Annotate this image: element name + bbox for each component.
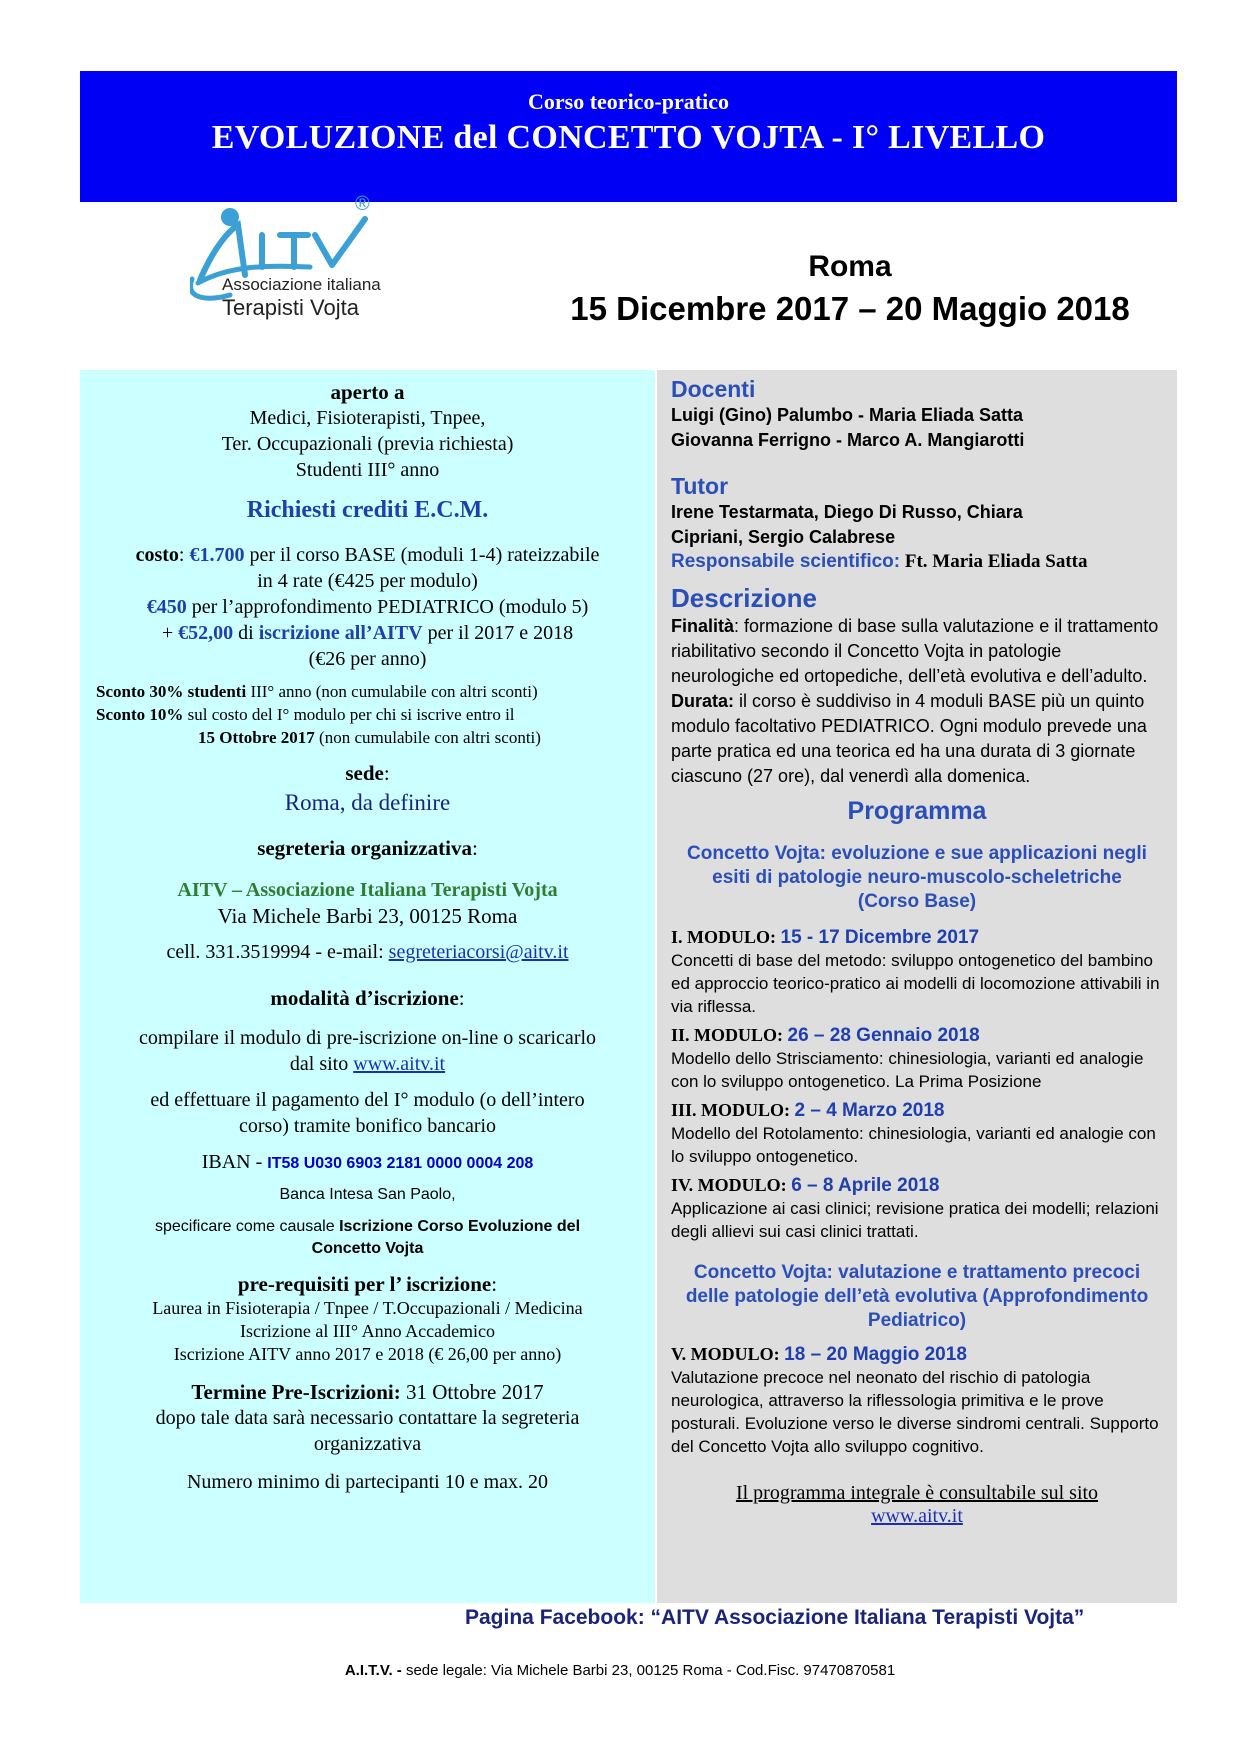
discount-block bbox=[80, 680, 655, 749]
module-label: V. MODULO: bbox=[671, 1344, 785, 1364]
prereq-title: pre-requisiti per l’ iscrizione bbox=[237, 1272, 492, 1296]
description-heading: Descrizione bbox=[671, 583, 817, 613]
participants: Numero minimo di partecipanti 10 e max. 20 bbox=[186, 1471, 549, 1493]
city: Roma bbox=[808, 250, 892, 283]
tutor-heading: Tutor bbox=[671, 473, 729, 499]
sede-value: Roma, da definire bbox=[284, 790, 451, 815]
program-module bbox=[671, 1343, 1163, 1458]
module-dates: 6 – 8 Aprile 2018 bbox=[791, 1175, 940, 1196]
prereq-heading bbox=[80, 1272, 655, 1297]
deadline-date: 31 Ottobre 2017 bbox=[400, 1380, 544, 1404]
finalita-label: Finalità bbox=[671, 616, 735, 636]
left-info-panel bbox=[80, 370, 655, 1603]
finalita bbox=[671, 614, 1163, 689]
scientific-lead-name: Ft. Maria Eliada Satta bbox=[900, 551, 1088, 572]
module-description: Valutazione precoce nel neonato del rischio di patologia neurologica, attraverso la riflessologia primitiva e le prove posturali. Evoluzione verso le diverse sindromi centrali. Supporto del Concetto Vojta allo sviluppo cognitivo. bbox=[671, 1368, 1159, 1456]
reg-text-2: (€26 per anno) bbox=[308, 648, 427, 670]
iban-label: IBAN - bbox=[201, 1151, 268, 1173]
right-info-panel bbox=[657, 370, 1177, 1603]
legal-footer bbox=[0, 1662, 1240, 1679]
module-description: Concetti di base del metodo: sviluppo ontogenetico del bambino ed approccio teorico-pratico ai modelli di locomozione attivabili in via riflessa. bbox=[671, 951, 1160, 1016]
registration-site-text: dal sito bbox=[289, 1053, 354, 1075]
discount-2 bbox=[96, 703, 655, 726]
module-description: Modello dello Strisciamento: chinesiologia, varianti ed analogie con lo sviluppo ontogenetico. La Prima Posizione bbox=[671, 1049, 1144, 1091]
cost-line-ped bbox=[80, 594, 655, 620]
cost-ped-text: per l’approfondimento PEDIATRICO (modulo 5) bbox=[186, 596, 589, 618]
module-header bbox=[671, 926, 1163, 949]
registered-mark: ® bbox=[355, 193, 370, 215]
module-dates: 26 – 28 Gennaio 2018 bbox=[787, 1025, 980, 1046]
registration-title: modalità d’iscrizione bbox=[270, 986, 459, 1010]
discount-3 bbox=[96, 726, 655, 749]
bank-name: Banca Intesa San Paolo, bbox=[279, 1186, 456, 1203]
discount-1-bold: Sconto 30% studenti bbox=[96, 682, 247, 701]
program-module bbox=[671, 1174, 1163, 1243]
module-dates: 2 – 4 Marzo 2018 bbox=[794, 1100, 945, 1121]
registration-line-2 bbox=[80, 1051, 655, 1077]
facebook-page-name[interactable]: “AITV Associazione Italiana Terapisti Vojta” bbox=[644, 1606, 1085, 1629]
program-site-link[interactable]: www.aitv.it bbox=[871, 1505, 963, 1527]
secretariat-colon: : bbox=[471, 836, 478, 860]
registration-site-link[interactable]: www.aitv.it bbox=[353, 1053, 446, 1075]
price-base: €1.700 bbox=[189, 544, 245, 566]
deadline-label: Termine Pre-Iscrizioni: bbox=[191, 1380, 401, 1404]
causale bbox=[80, 1216, 655, 1260]
module-label: II. MODULO: bbox=[671, 1025, 788, 1045]
price-registration: €52,00 bbox=[178, 622, 234, 644]
course-dates: 15 Dicembre 2017 – 20 Maggio 2018 bbox=[570, 290, 1130, 327]
docenti-line: Luigi (Gino) Palumbo - Maria Eliada Satta bbox=[671, 405, 1024, 425]
deadline-line-3: organizzativa bbox=[313, 1433, 422, 1455]
cost-label: costo bbox=[135, 544, 179, 566]
causale-text: specificare come causale bbox=[154, 1218, 340, 1235]
discount-2-text: sul costo del I° modulo per chi si iscrive entro il bbox=[183, 705, 515, 724]
docenti-line: Giovanna Ferrigno - Marco A. Mangiarotti bbox=[671, 430, 1025, 450]
module-header bbox=[671, 1343, 1163, 1366]
deadline-line-2: dopo tale data sarà necessario contattare la segreteria bbox=[155, 1407, 580, 1429]
iban-value: IT58 U030 6903 2181 0000 0004 208 bbox=[267, 1155, 534, 1172]
discount-3-text: (non cumulabile con altri sconti) bbox=[314, 728, 541, 747]
cost-base-text-2: in 4 rate (€425 per modulo) bbox=[257, 570, 478, 592]
secretariat-heading bbox=[80, 836, 655, 861]
modules-list-1 bbox=[671, 926, 1163, 1243]
price-pediatric: €450 bbox=[146, 596, 187, 618]
reg-mid: di bbox=[233, 622, 259, 644]
aitv-logo bbox=[190, 193, 430, 355]
module-description: Modello del Rotolamento: chinesiologia, varianti ed analogie con lo sviluppo ontogenetico. bbox=[671, 1124, 1156, 1166]
module-dates: 18 – 20 Maggio 2018 bbox=[784, 1344, 967, 1365]
iban-row bbox=[80, 1151, 655, 1174]
course-title: EVOLUZIONE del CONCETTO VOJTA - I° LIVELLO bbox=[211, 119, 1046, 156]
cost-line-reg bbox=[80, 620, 655, 646]
scientific-lead-label: Responsabile scientifico: bbox=[671, 551, 901, 572]
registration-line-3: ed effettuare il pagamento del I° modulo (o dell’intero bbox=[150, 1089, 585, 1111]
program-heading: Programma bbox=[847, 797, 987, 825]
program-section-2: Concetto Vojta: valutazione e trattamento precoci delle patologie dell’età evolutiva (Approfondimento Pediatrico) bbox=[685, 1262, 1149, 1331]
cost-line-1 bbox=[80, 542, 655, 568]
sede-heading bbox=[80, 761, 655, 786]
discount-1-text: III° anno (non cumulabile con altri sconti) bbox=[246, 682, 538, 701]
causale-bold-2: Concetto Vojta bbox=[311, 1240, 424, 1257]
cost-colon: : bbox=[178, 544, 190, 566]
plus-sign: + bbox=[161, 622, 179, 644]
module-description: Applicazione ai casi clinici; revisione pratica dei modelli; relazioni degli allievi sui casi clinici trattati. bbox=[671, 1199, 1159, 1241]
prereq-line: Iscrizione AITV anno 2017 e 2018 (€ 26,00 per anno) bbox=[173, 1344, 562, 1364]
reg-text: per il 2017 e 2018 bbox=[422, 622, 574, 644]
logo-text-line1: Associazione italiana bbox=[222, 275, 381, 294]
durata-text: il corso è suddiviso in 4 moduli BASE più un quinto modulo facoltativo PEDIATRICO. Ogni modulo prevede una parte pratica ed una teorica ed ha una durata di 3 giornate ciascuno (27 ore), dal venerdì alla domenica. bbox=[671, 691, 1147, 786]
registration-heading bbox=[80, 986, 655, 1011]
discount-3-bold: 15 Ottobre 2017 bbox=[198, 728, 315, 747]
module-label: III. MODULO: bbox=[671, 1100, 795, 1120]
program-note-text: Il programma integrale è consultabile sul sito bbox=[735, 1482, 1099, 1504]
program-section-1: Concetto Vojta: evoluzione e sue applicazioni negli esiti di patologie neuro-muscolo-scheletriche (Corso Base) bbox=[687, 843, 1147, 912]
cost-base-text: per il corso BASE (moduli 1-4) rateizzabile bbox=[244, 544, 600, 566]
scientific-lead bbox=[671, 551, 1163, 573]
open-to-heading: aperto a bbox=[330, 380, 405, 404]
secretariat-phone: cell. 331.3519994 - e-mail: bbox=[166, 941, 389, 963]
modules-list-2 bbox=[671, 1343, 1163, 1458]
registration-line-1: compilare il modulo di pre-iscrizione on-line o scaricarlo bbox=[138, 1027, 597, 1049]
prereq-line: Iscrizione al III° Anno Accademico bbox=[239, 1321, 496, 1341]
durata-label: Durata: bbox=[671, 691, 735, 711]
open-to-line: Ter. Occupazionali (previa richiesta) bbox=[221, 433, 514, 455]
prereq-line: Laurea in Fisioterapia / Tnpee / T.Occupazionali / Medicina bbox=[152, 1298, 583, 1318]
module-header bbox=[671, 1024, 1163, 1047]
facebook-label: Pagina Facebook: bbox=[465, 1606, 645, 1629]
program-module bbox=[671, 1099, 1163, 1168]
module-header bbox=[671, 1174, 1163, 1197]
deadline bbox=[80, 1380, 655, 1405]
causale-bold: Iscrizione Corso Evoluzione del bbox=[339, 1218, 581, 1235]
secretariat-contacts bbox=[80, 941, 655, 964]
registration-colon: : bbox=[458, 986, 465, 1010]
registration-link[interactable]: iscrizione all’AITV bbox=[258, 622, 423, 644]
durata bbox=[671, 689, 1163, 789]
location-dates bbox=[560, 250, 1140, 328]
footer-text: sede legale: Via Michele Barbi 23, 00125 Roma - Cod.Fisc. 97470870581 bbox=[401, 1662, 896, 1679]
registration-line-4: corso) tramite bonifico bancario bbox=[238, 1115, 497, 1137]
module-label: I. MODULO: bbox=[671, 927, 781, 947]
docenti-heading: Docenti bbox=[671, 376, 756, 402]
program-note bbox=[671, 1482, 1163, 1528]
ecm-credits: Richiesti crediti E.C.M. bbox=[246, 497, 489, 523]
sede-title: sede bbox=[345, 761, 384, 785]
open-to-line: Medici, Fisioterapisti, Tnpee, bbox=[249, 407, 486, 429]
title-banner bbox=[80, 71, 1177, 202]
module-header bbox=[671, 1099, 1163, 1122]
discount-1 bbox=[96, 680, 655, 703]
discount-2-bold: Sconto 10% bbox=[96, 705, 184, 724]
tutor-line: Irene Testarmata, Diego Di Russo, Chiara bbox=[671, 502, 1023, 522]
module-label: IV. MODULO: bbox=[671, 1175, 792, 1195]
secretariat-title: segreteria organizzativa bbox=[257, 836, 472, 860]
open-to-line: Studenti III° anno bbox=[295, 459, 440, 481]
footer-org: A.I.T.V. - bbox=[344, 1662, 402, 1679]
program-module bbox=[671, 926, 1163, 1018]
secretariat-name: AITV – Associazione Italiana Terapisti Vojta bbox=[177, 879, 558, 901]
module-dates: 15 - 17 Dicembre 2017 bbox=[780, 927, 980, 948]
course-subtitle: Corso teorico-pratico bbox=[528, 89, 729, 114]
secretariat-address: Via Michele Barbi 23, 00125 Roma bbox=[217, 904, 518, 928]
secretariat-email-link[interactable]: segreteriacorsi@aitv.it bbox=[388, 941, 569, 963]
finalita-text: : formazione di base sulla valutazione e il trattamento riabilitativo secondo il Concetto Vojta in patologie neurologiche ed ortopediche, dell’età evolutiva e dell’adulto. bbox=[671, 616, 1159, 686]
sede-colon: : bbox=[383, 761, 390, 785]
program-module bbox=[671, 1024, 1163, 1093]
prereq-colon: : bbox=[491, 1272, 498, 1296]
logo-text-line2: Terapisti Vojta bbox=[222, 295, 359, 320]
facebook-line bbox=[465, 1606, 1084, 1630]
tutor-line: Cipriani, Sergio Calabrese bbox=[671, 527, 896, 547]
